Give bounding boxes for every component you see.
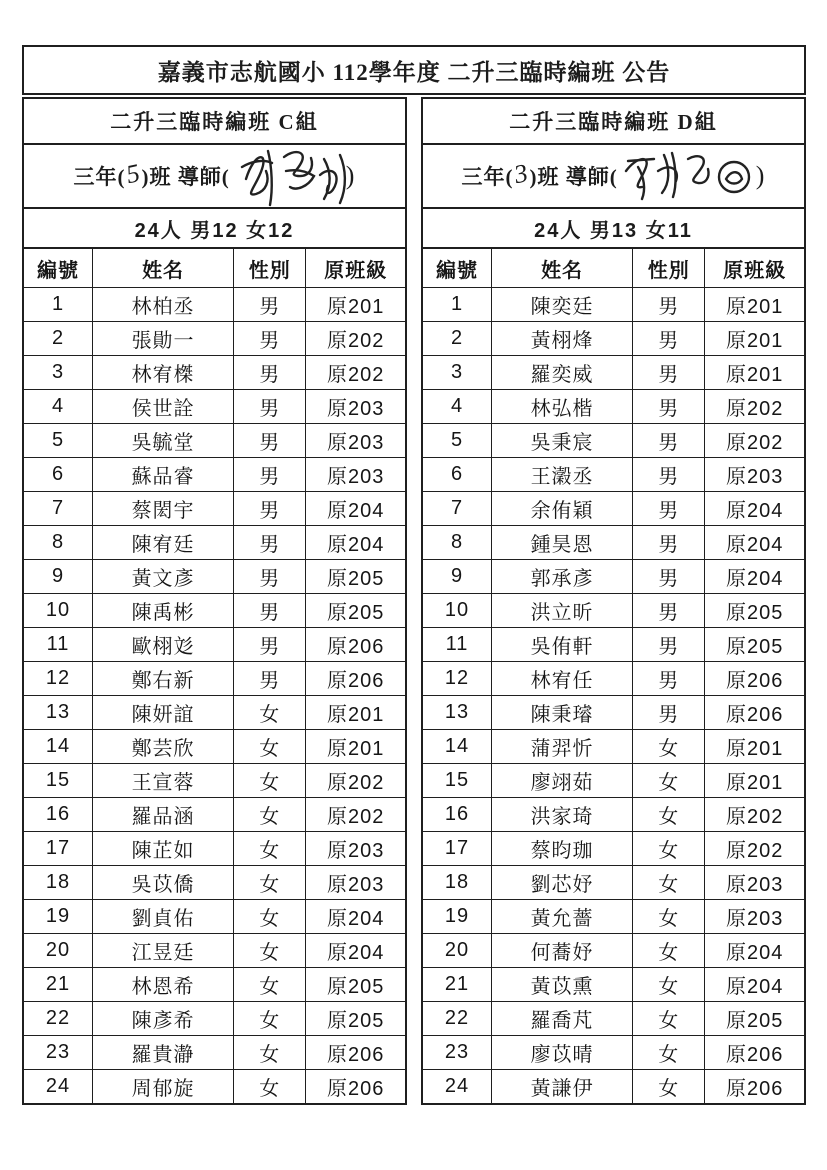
group-d-header — [423, 99, 804, 145]
cell-number: 18 — [24, 866, 93, 900]
cell-number: 7 — [423, 492, 492, 526]
cell-number: 8 — [423, 526, 492, 560]
cell-gender: 女 — [234, 798, 306, 832]
student-row — [24, 696, 405, 730]
cell-origin-class: 原205 — [306, 1002, 405, 1036]
cell-origin-class: 原206 — [306, 628, 405, 662]
cell-name: 黃謙伊 — [492, 1070, 633, 1104]
cell-origin-class: 原206 — [705, 696, 804, 730]
cell-number: 2 — [423, 322, 492, 356]
cell-gender: 女 — [633, 866, 705, 900]
cell-name: 羅奕威 — [492, 356, 633, 390]
student-row — [423, 968, 804, 1002]
cell-gender: 男 — [633, 560, 705, 594]
cell-name: 羅喬芃 — [492, 1002, 633, 1036]
cell-origin-class: 原201 — [705, 764, 804, 798]
roster-header-row — [423, 249, 804, 288]
cell-number: 4 — [423, 390, 492, 424]
student-row — [24, 1036, 405, 1070]
cell-origin-class: 原202 — [705, 424, 804, 458]
cell-number: 9 — [24, 560, 93, 594]
cell-name: 吳苡僑 — [93, 866, 234, 900]
cell-number: 3 — [24, 356, 93, 390]
cell-name: 鍾昊恩 — [492, 526, 633, 560]
cell-number: 18 — [423, 866, 492, 900]
student-row — [423, 662, 804, 696]
cell-origin-class: 原202 — [705, 832, 804, 866]
student-row — [24, 1070, 405, 1104]
student-row — [24, 1002, 405, 1036]
cell-gender: 男 — [234, 628, 306, 662]
cell-gender: 男 — [633, 390, 705, 424]
cell-number: 7 — [24, 492, 93, 526]
cell-name: 洪立昕 — [492, 594, 633, 628]
student-row — [423, 458, 804, 492]
cell-gender: 女 — [234, 696, 306, 730]
cell-number: 20 — [423, 934, 492, 968]
col-header-gender: 性別 — [633, 249, 705, 288]
student-row — [423, 832, 804, 866]
cell-gender: 男 — [633, 356, 705, 390]
student-row — [423, 798, 804, 832]
cell-gender: 男 — [234, 356, 306, 390]
cell-origin-class: 原205 — [306, 594, 405, 628]
group-c-header — [24, 99, 405, 145]
student-row — [423, 390, 804, 424]
student-row — [24, 934, 405, 968]
cell-gender: 女 — [633, 798, 705, 832]
cell-number: 6 — [423, 458, 492, 492]
teacher-signature-d-scribble — [620, 145, 760, 211]
cell-number: 9 — [423, 560, 492, 594]
cell-gender: 女 — [633, 832, 705, 866]
cell-name: 林柏丞 — [93, 288, 234, 322]
cell-name: 黃栩烽 — [492, 322, 633, 356]
cell-origin-class: 原206 — [705, 1036, 804, 1070]
cell-origin-class: 原203 — [705, 866, 804, 900]
student-row — [423, 1002, 804, 1036]
cell-name: 侯世詮 — [93, 390, 234, 424]
cell-number: 1 — [423, 288, 492, 322]
cell-name: 鄭芸欣 — [93, 730, 234, 764]
cell-origin-class: 原201 — [705, 356, 804, 390]
cell-origin-class: 原202 — [705, 390, 804, 424]
cell-origin-class: 原202 — [306, 764, 405, 798]
student-row — [423, 1036, 804, 1070]
cell-number: 14 — [423, 730, 492, 764]
group-tables — [22, 97, 806, 1105]
cell-number: 24 — [24, 1070, 93, 1104]
cell-origin-class: 原203 — [306, 424, 405, 458]
student-row — [423, 526, 804, 560]
cell-number: 22 — [24, 1002, 93, 1036]
cell-gender: 男 — [633, 594, 705, 628]
cell-name: 蔡昀珈 — [492, 832, 633, 866]
cell-origin-class: 原202 — [306, 322, 405, 356]
cell-name: 吳秉宸 — [492, 424, 633, 458]
cell-name: 羅品涵 — [93, 798, 234, 832]
cell-name: 廖苡晴 — [492, 1036, 633, 1070]
cell-gender: 男 — [234, 458, 306, 492]
cell-name: 陳奕廷 — [492, 288, 633, 322]
cell-gender: 女 — [633, 1002, 705, 1036]
student-row — [24, 390, 405, 424]
cell-name: 陳妍誼 — [93, 696, 234, 730]
student-row — [24, 866, 405, 900]
student-row — [24, 322, 405, 356]
cell-number: 15 — [24, 764, 93, 798]
cell-name: 張勛一 — [93, 322, 234, 356]
col-header-origin-class: 原班級 — [705, 249, 804, 288]
cell-number: 13 — [423, 696, 492, 730]
cell-gender: 女 — [633, 1070, 705, 1104]
cell-number: 11 — [423, 628, 492, 662]
cell-gender: 男 — [234, 594, 306, 628]
cell-origin-class: 原201 — [306, 288, 405, 322]
cell-number: 19 — [24, 900, 93, 934]
cell-name: 吳侑軒 — [492, 628, 633, 662]
group-c-counts: 24人 男12 女12 — [134, 219, 295, 242]
group-c-count-row — [24, 209, 405, 249]
cell-gender: 女 — [633, 1036, 705, 1070]
cell-gender: 男 — [633, 662, 705, 696]
cell-origin-class: 原204 — [306, 492, 405, 526]
cell-number: 15 — [423, 764, 492, 798]
cell-origin-class: 原204 — [306, 526, 405, 560]
cell-name: 余侑穎 — [492, 492, 633, 526]
cell-name: 黃文彥 — [93, 560, 234, 594]
group-d-title: 二升三臨時編班 D組 — [509, 110, 718, 134]
cell-origin-class: 原201 — [705, 730, 804, 764]
cell-gender: 男 — [234, 288, 306, 322]
cell-name: 廖翊茹 — [492, 764, 633, 798]
cell-origin-class: 原204 — [705, 526, 804, 560]
cell-number: 5 — [423, 424, 492, 458]
cell-number: 17 — [24, 832, 93, 866]
cell-number: 10 — [423, 594, 492, 628]
student-row — [423, 356, 804, 390]
col-header-number: 編號 — [24, 249, 93, 288]
cell-name: 蒲羿忻 — [492, 730, 633, 764]
cell-number: 21 — [24, 968, 93, 1002]
cell-gender: 女 — [234, 900, 306, 934]
cell-name: 何蕎妤 — [492, 934, 633, 968]
cell-gender: 女 — [633, 968, 705, 1002]
cell-origin-class: 原201 — [306, 696, 405, 730]
cell-gender: 男 — [633, 288, 705, 322]
cell-number: 20 — [24, 934, 93, 968]
student-row — [24, 798, 405, 832]
cell-number: 24 — [423, 1070, 492, 1104]
announcement-sheet — [22, 45, 806, 1105]
cell-number: 13 — [24, 696, 93, 730]
student-row — [423, 628, 804, 662]
col-header-name: 姓名 — [492, 249, 633, 288]
cell-gender: 女 — [234, 1070, 306, 1104]
cell-gender: 女 — [234, 1036, 306, 1070]
cell-number: 5 — [24, 424, 93, 458]
cell-gender: 男 — [234, 560, 306, 594]
group-d-roster — [423, 249, 804, 1103]
cell-name: 陳秉璿 — [492, 696, 633, 730]
student-row — [423, 322, 804, 356]
cell-gender: 男 — [234, 526, 306, 560]
cell-number: 1 — [24, 288, 93, 322]
student-row — [24, 424, 405, 458]
cell-name: 陳芷如 — [93, 832, 234, 866]
cell-name: 黃苡熏 — [492, 968, 633, 1002]
cell-gender: 女 — [234, 832, 306, 866]
cell-number: 11 — [24, 628, 93, 662]
cell-origin-class: 原204 — [705, 492, 804, 526]
cell-name: 蘇品睿 — [93, 458, 234, 492]
student-row — [24, 628, 405, 662]
cell-number: 12 — [423, 662, 492, 696]
cell-gender: 女 — [633, 934, 705, 968]
student-row — [24, 356, 405, 390]
cell-origin-class: 原203 — [306, 458, 405, 492]
cell-gender: 女 — [234, 730, 306, 764]
cell-origin-class: 原201 — [306, 730, 405, 764]
cell-gender: 男 — [234, 492, 306, 526]
cell-number: 12 — [24, 662, 93, 696]
cell-origin-class: 原203 — [306, 390, 405, 424]
cell-number: 23 — [423, 1036, 492, 1070]
student-row — [423, 934, 804, 968]
cell-gender: 女 — [234, 764, 306, 798]
cell-gender: 女 — [234, 1002, 306, 1036]
cell-gender: 男 — [234, 662, 306, 696]
cell-gender: 男 — [633, 492, 705, 526]
student-row — [24, 526, 405, 560]
cell-number: 14 — [24, 730, 93, 764]
cell-origin-class: 原204 — [705, 560, 804, 594]
col-header-name: 姓名 — [93, 249, 234, 288]
cell-origin-class: 原203 — [705, 458, 804, 492]
cell-origin-class: 原201 — [705, 322, 804, 356]
student-row — [423, 900, 804, 934]
cell-number: 10 — [24, 594, 93, 628]
group-c-roster-body — [24, 288, 405, 1104]
page-title — [22, 45, 806, 95]
student-row — [423, 696, 804, 730]
cell-number: 19 — [423, 900, 492, 934]
cell-number: 17 — [423, 832, 492, 866]
cell-name: 陳禹彬 — [93, 594, 234, 628]
group-c-roster — [24, 249, 405, 1103]
student-row — [24, 764, 405, 798]
cell-name: 林弘楷 — [492, 390, 633, 424]
cell-gender: 女 — [234, 968, 306, 1002]
cell-origin-class: 原203 — [306, 832, 405, 866]
col-header-gender: 性別 — [234, 249, 306, 288]
cell-origin-class: 原206 — [705, 1070, 804, 1104]
student-row — [423, 866, 804, 900]
cell-number: 22 — [423, 1002, 492, 1036]
cell-gender: 男 — [633, 322, 705, 356]
cell-number: 16 — [423, 798, 492, 832]
group-c-title: 二升三臨時編班 C組 — [110, 110, 319, 134]
group-d-roster-body — [423, 288, 804, 1104]
cell-gender: 女 — [633, 730, 705, 764]
group-table-d — [421, 97, 806, 1105]
teacher-line-close: ) — [755, 161, 766, 190]
cell-number: 23 — [24, 1036, 93, 1070]
teacher-line-prefix: 三年( — [461, 165, 514, 189]
student-row — [24, 832, 405, 866]
cell-number: 8 — [24, 526, 93, 560]
cell-name: 劉芯妤 — [492, 866, 633, 900]
cell-origin-class: 原206 — [306, 1036, 405, 1070]
student-row — [423, 424, 804, 458]
student-row — [24, 560, 405, 594]
cell-name: 林宥榤 — [93, 356, 234, 390]
cell-origin-class: 原206 — [306, 1070, 405, 1104]
cell-origin-class: 原206 — [306, 662, 405, 696]
cell-origin-class: 原205 — [306, 968, 405, 1002]
cell-gender: 女 — [234, 866, 306, 900]
group-table-c — [22, 97, 407, 1105]
cell-name: 江昱廷 — [93, 934, 234, 968]
teacher-signature-c-scribble — [232, 145, 350, 211]
cell-gender: 男 — [234, 424, 306, 458]
cell-name: 王瀔丞 — [492, 458, 633, 492]
cell-name: 林宥任 — [492, 662, 633, 696]
cell-name: 王宣蓉 — [93, 764, 234, 798]
cell-gender: 男 — [633, 628, 705, 662]
cell-origin-class: 原203 — [705, 900, 804, 934]
cell-name: 陳宥廷 — [93, 526, 234, 560]
student-row — [24, 492, 405, 526]
cell-origin-class: 原206 — [705, 662, 804, 696]
student-row — [24, 968, 405, 1002]
group-d-counts: 24人 男13 女11 — [534, 219, 693, 242]
student-row — [423, 764, 804, 798]
student-row — [423, 492, 804, 526]
cell-gender: 男 — [633, 526, 705, 560]
cell-name: 蔡閎宇 — [93, 492, 234, 526]
student-row — [423, 560, 804, 594]
cell-name: 吳毓堂 — [93, 424, 234, 458]
handwritten-class-number: 5 — [123, 157, 143, 190]
teacher-line-middle: )班 導師( — [141, 165, 230, 189]
cell-origin-class: 原202 — [306, 798, 405, 832]
student-row — [423, 730, 804, 764]
cell-origin-class: 原205 — [705, 1002, 804, 1036]
cell-origin-class: 原205 — [705, 594, 804, 628]
student-row — [24, 458, 405, 492]
col-header-number: 編號 — [423, 249, 492, 288]
student-row — [24, 900, 405, 934]
student-row — [423, 594, 804, 628]
cell-origin-class: 原205 — [306, 560, 405, 594]
cell-origin-class: 原203 — [306, 866, 405, 900]
cell-origin-class: 原204 — [306, 900, 405, 934]
cell-origin-class: 原202 — [705, 798, 804, 832]
cell-origin-class: 原204 — [705, 968, 804, 1002]
teacher-line-close: ) — [345, 161, 356, 190]
student-row — [24, 730, 405, 764]
cell-name: 劉貞佑 — [93, 900, 234, 934]
cell-gender: 女 — [234, 934, 306, 968]
cell-origin-class: 原204 — [705, 934, 804, 968]
student-row — [24, 662, 405, 696]
cell-name: 洪家琦 — [492, 798, 633, 832]
cell-name: 林恩希 — [93, 968, 234, 1002]
cell-gender: 女 — [633, 900, 705, 934]
group-c-teacher-row — [24, 145, 405, 209]
cell-origin-class: 原205 — [705, 628, 804, 662]
group-d-count-row — [423, 209, 804, 249]
cell-number: 4 — [24, 390, 93, 424]
cell-name: 陳彥希 — [93, 1002, 234, 1036]
page-title-text: 嘉義市志航國小 112學年度 二升三臨時編班 公告 — [157, 59, 671, 85]
student-row — [24, 594, 405, 628]
student-row — [24, 288, 405, 322]
cell-gender: 男 — [633, 458, 705, 492]
student-row — [423, 1070, 804, 1104]
cell-name: 郭承彥 — [492, 560, 633, 594]
cell-name: 周郁旋 — [93, 1070, 234, 1104]
cell-number: 6 — [24, 458, 93, 492]
roster-header-row — [24, 249, 405, 288]
cell-number: 3 — [423, 356, 492, 390]
col-header-origin-class: 原班級 — [306, 249, 405, 288]
cell-origin-class: 原201 — [705, 288, 804, 322]
cell-gender: 男 — [633, 424, 705, 458]
cell-origin-class: 原204 — [306, 934, 405, 968]
cell-name: 黃允薔 — [492, 900, 633, 934]
cell-name: 羅貴瀞 — [93, 1036, 234, 1070]
cell-number: 16 — [24, 798, 93, 832]
cell-number: 2 — [24, 322, 93, 356]
cell-origin-class: 原202 — [306, 356, 405, 390]
student-row — [423, 288, 804, 322]
teacher-line-middle: )班 導師( — [529, 165, 618, 189]
teacher-line-prefix: 三年( — [73, 165, 126, 189]
cell-gender: 男 — [633, 696, 705, 730]
handwritten-class-number: 3 — [511, 157, 531, 190]
cell-name: 歐栩彣 — [93, 628, 234, 662]
cell-gender: 男 — [234, 390, 306, 424]
cell-number: 21 — [423, 968, 492, 1002]
cell-gender: 女 — [633, 764, 705, 798]
cell-gender: 男 — [234, 322, 306, 356]
cell-name: 鄭右新 — [93, 662, 234, 696]
group-d-teacher-row — [423, 145, 804, 209]
